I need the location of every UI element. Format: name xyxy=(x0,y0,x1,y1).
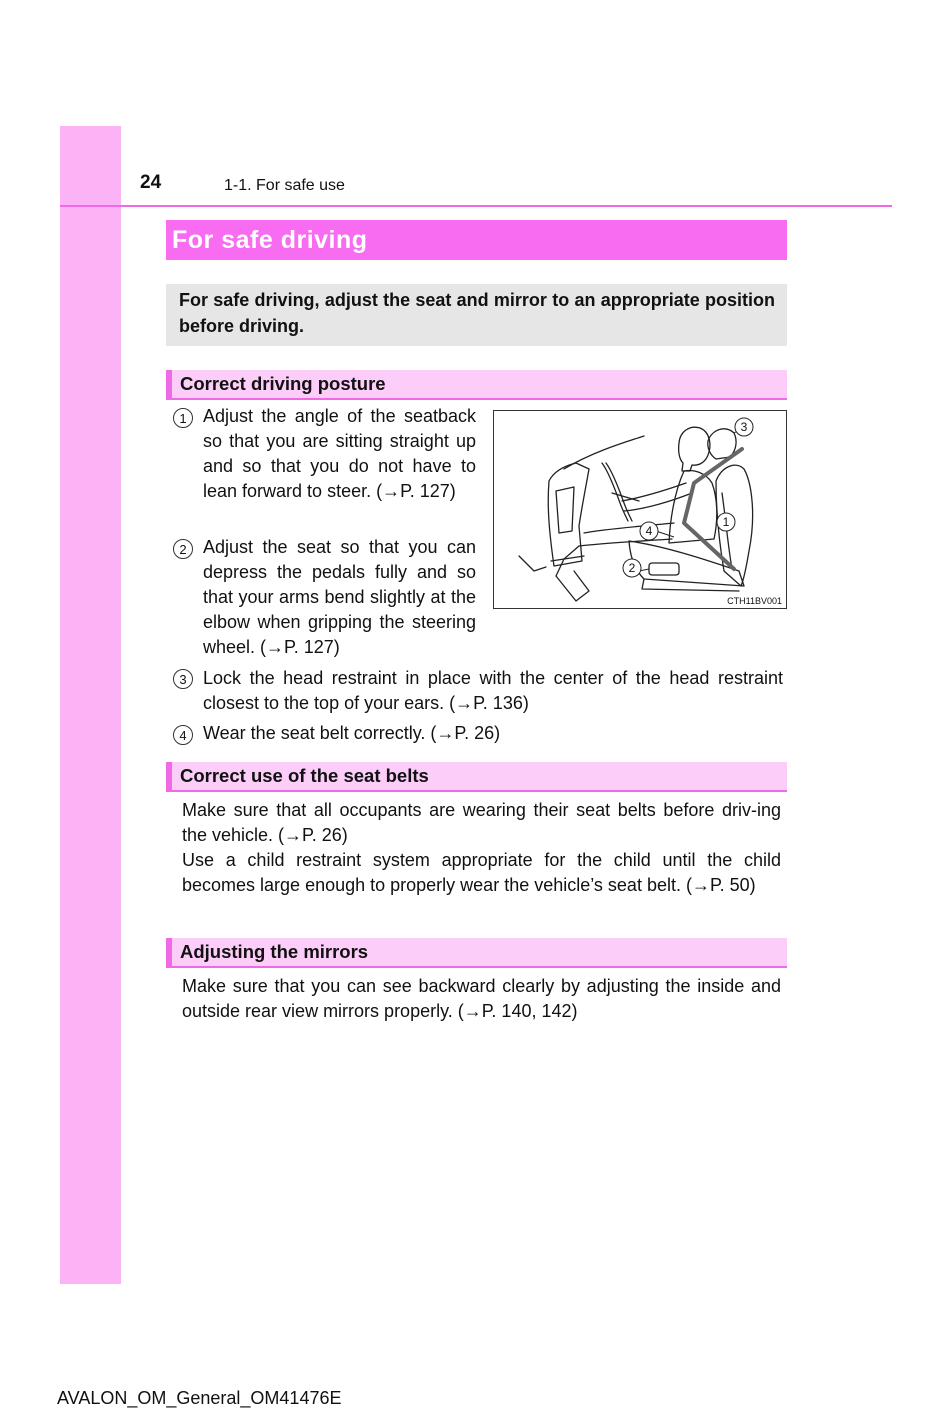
subheading-mirrors xyxy=(166,938,787,968)
item-number-2: 2 xyxy=(173,539,193,559)
seatbelts-paragraph-1: Make sure that all occupants are wearing their seat belts before driv-ing the vehicle. (→P. 26) xyxy=(182,800,781,845)
driving-posture-figure xyxy=(493,410,787,609)
section-breadcrumb: 1-1. For safe use xyxy=(224,177,345,194)
header-rule xyxy=(60,205,892,207)
item-number-4: 4 xyxy=(173,725,193,745)
callout-2: 2 xyxy=(628,561,636,575)
item-text-4: Wear the seat belt correctly. (→P. 26) xyxy=(203,723,501,743)
mirrors-paragraph: Make sure that you can see backward clearly by adjusting the inside and outside rear view mirrors properly. (→P. 140, 142) xyxy=(182,976,781,1021)
footer-document-id: AVALON_OM_General_OM41476E xyxy=(57,1388,342,1408)
subheading-posture-label: Correct driving posture xyxy=(180,373,386,394)
figure-code: CTH11BV001 xyxy=(727,596,782,606)
subheading-posture xyxy=(166,370,787,400)
item-text-3: Lock the head restraint in place with the center of the head restraint closest to the top of your ears. (→P. 136) xyxy=(203,668,783,713)
subheading-mirrors-label: Adjusting the mirrors xyxy=(180,941,369,962)
seatbelts-paragraph-2: Use a child restraint system appropriate for the child until the child becomes large enough to properly wear the vehicle’s seat belt. (→P. 50) xyxy=(182,850,781,895)
callout-3: 3 xyxy=(740,420,748,434)
driver-seat-illustration xyxy=(494,411,786,608)
item-number-3: 3 xyxy=(173,669,193,689)
callout-4: 4 xyxy=(645,524,653,538)
item-text-1: Adjust the angle of the seatback so that you are sitting straight up and so that you do not have to lean forward to steer. (→P. 127) xyxy=(203,406,476,501)
item-number-1: 1 xyxy=(173,408,193,428)
callout-1: 1 xyxy=(722,515,730,529)
item-text-2: Adjust the seat so that you can depress the pedals fully and so that your arms bend slightly at the elbow when gripping the steering wheel. (→P. 127) xyxy=(203,537,476,657)
page-number: 24 xyxy=(140,172,162,193)
subheading-seatbelts-label: Correct use of the seat belts xyxy=(180,765,429,786)
intro-text: For safe driving, adjust the seat and mirror to an appropriate position before driving. xyxy=(179,290,775,336)
page-title: For safe driving xyxy=(172,226,368,254)
subheading-seatbelts xyxy=(166,762,787,792)
side-color-strip xyxy=(60,126,121,1284)
